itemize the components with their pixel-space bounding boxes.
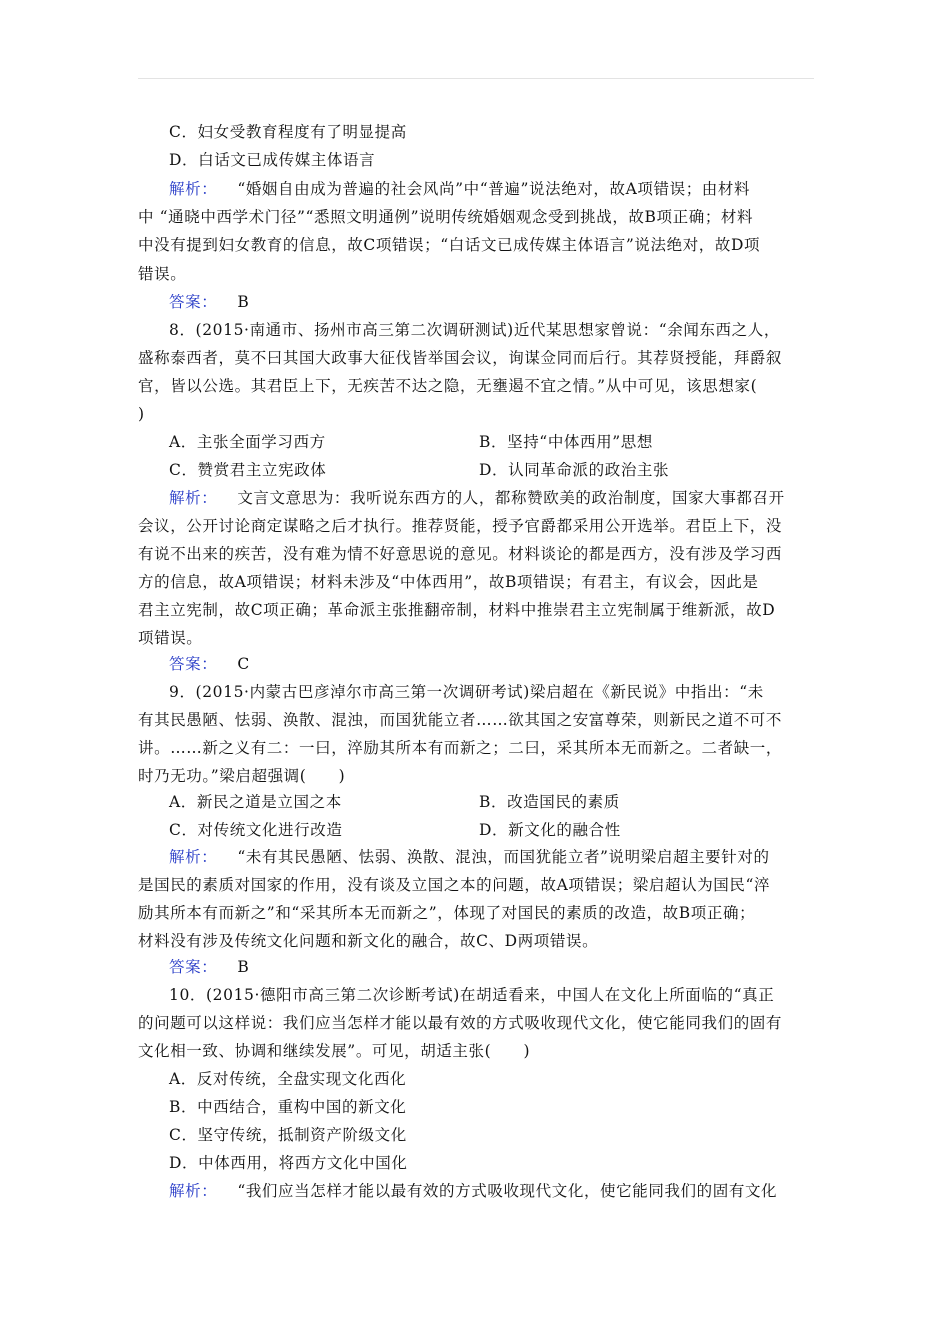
q8-stem-line: 8．(2015·南通市、扬州市高三第二次调研测试)近代某思想家曾说：“余闻东西之人， [169,321,780,339]
answer-value: C [237,655,250,673]
header-rule [138,78,814,79]
analysis-text: “我们应当怎样才能以最有效的方式吸收现代文化，使它能同我们的固有文化 [237,1182,778,1200]
q8-option-a: A．主张全面学习西方 [169,433,326,451]
q9-stem-line: 时乃无功。”梁启超强调( ) [138,767,346,785]
q8-option-c: C．赞赏君主立宪政体 [169,461,327,479]
q9-option-c: C．对传统文化进行改造 [169,821,343,839]
analysis-text: “未有其民愚陋、怯弱、涣散、混浊，而国犹能立者”说明梁启超主要针对的 [237,848,770,866]
q7-option-d: D．白话文已成传媒主体语言 [169,151,376,169]
q10-option-a: A．反对传统，全盘实现文化西化 [169,1070,407,1088]
q8-analysis-line: 会议，公开讨论商定谋略之后才执行。推荐贤能，授予官爵都采用公开选举。君臣上下，没 [138,517,783,535]
q10-option-d: D．中体西用，将西方文化中国化 [169,1154,408,1172]
q10-stem-line: 10．(2015·德阳市高三第二次诊断考试)在胡适看来，中国人在文化上所面临的“真正 [169,986,775,1004]
q9-stem-line: 讲。……新之义有二：一曰，淬励其所本有而新之；二曰，采其所本无而新之。二者缺一， [138,739,783,757]
q9-stem-line: 有其民愚陋、怯弱、涣散、混浊，而国犹能立者……欲其国之安富尊荣，则新民之道不可不 [138,711,783,729]
q9-analysis-first-line [169,843,845,871]
answer-label: 答案： [169,293,218,311]
q9-option-d: D．新文化的融合性 [479,821,621,839]
analysis-text: “婚姻自由成为普遍的社会风尚”中“普遍”说法绝对，故A项错误；由材料 [237,180,751,198]
analysis-label: 解析： [169,1182,218,1200]
q10-stem-line: 文化相一致、协调和继续发展”。可见，胡适主张( ) [138,1042,531,1060]
q8-stem-line: 盛称泰西者，莫不曰其国大政事大征伐皆举国会议，询谋佥同而后行。其荐贤授能，拜爵叙 [138,349,783,367]
q9-option-a: A．新民之道是立国之本 [169,793,342,811]
q8-stem-line: 官，皆以公选。其君臣上下，无疾苦不达之隐，无壅遏不宜之情。”从中可见，该思想家( [138,377,758,395]
q7-analysis-first-line [169,175,845,203]
q9-option-b: B．改造国民的素质 [479,793,620,811]
q10-option-b: B．中西结合，重构中国的新文化 [169,1098,407,1116]
q9-analysis-line: 材料没有涉及传统文化问题和新文化的融合，故C、D两项错误。 [138,932,599,950]
q9-analysis-line: 励其所本有而新之”和“采其所本无而新之”，体现了对国民的素质的改造，故B项正确； [138,904,756,922]
q8-analysis-line: 方的信息，故A项错误；材料未涉及“中体西用”，故B项错误；有君主，有议会，因此是 [138,573,759,591]
q7-analysis-line: 错误。 [138,265,187,283]
answer-value: B [237,958,250,976]
q7-option-c: C．妇女受教育程度有了明显提高 [169,123,407,141]
q8-analysis-first-line [169,484,845,512]
q10-option-c: C．坚守传统，抵制资产阶级文化 [169,1126,407,1144]
q8-analysis-line: 项错误。 [138,629,203,647]
q8-analysis-line: 君主立宪制，故C项正确；革命派主张推翻帝制，材料中推崇君主立宪制属于维新派，故D [138,601,776,619]
q8-answer [169,650,845,678]
q7-analysis-line: 中没有提到妇女教育的信息，故C项错误；“白话文已成传媒主体语言”说法绝对，故D项 [138,236,761,254]
analysis-label: 解析： [169,489,218,507]
answer-value: B [237,293,250,311]
analysis-label: 解析： [169,848,218,866]
analysis-label: 解析： [169,180,218,198]
q8-stem-line: ) [138,405,145,423]
q7-analysis-line: 中 “通晓中西学术门径”“悉照文明通例”说明传统婚姻观念受到挑战，故B项正确；材料 [138,208,754,226]
q8-option-d: D．认同革命派的政治主张 [479,461,670,479]
q8-option-b: B．坚持“中体西用”思想 [479,433,653,451]
q8-analysis-line: 有说不出来的疾苦，没有难为情不好意思说的意见。材料谈论的都是西方，没有涉及学习西 [138,545,783,563]
answer-label: 答案： [169,655,218,673]
q9-analysis-line: 是国民的素质对国家的作用，没有谈及立国之本的问题，故A项错误；梁启超认为国民“淬 [138,876,771,894]
q10-analysis-first-line [169,1177,845,1205]
q9-stem-line: 9．(2015·内蒙古巴彦淖尔市高三第一次调研考试)梁启超在《新民说》中指出：“未 [169,683,764,701]
answer-label: 答案： [169,958,218,976]
q10-stem-line: 的问题可以这样说：我们应当怎样才能以最有效的方式吸收现代文化，使它能同我们的固有 [138,1014,783,1032]
analysis-text: 文言文意思为：我听说东西方的人，都称赞欧美的政治制度，国家大事都召开 [237,489,785,507]
q7-answer [169,288,845,316]
q9-answer [169,953,845,981]
